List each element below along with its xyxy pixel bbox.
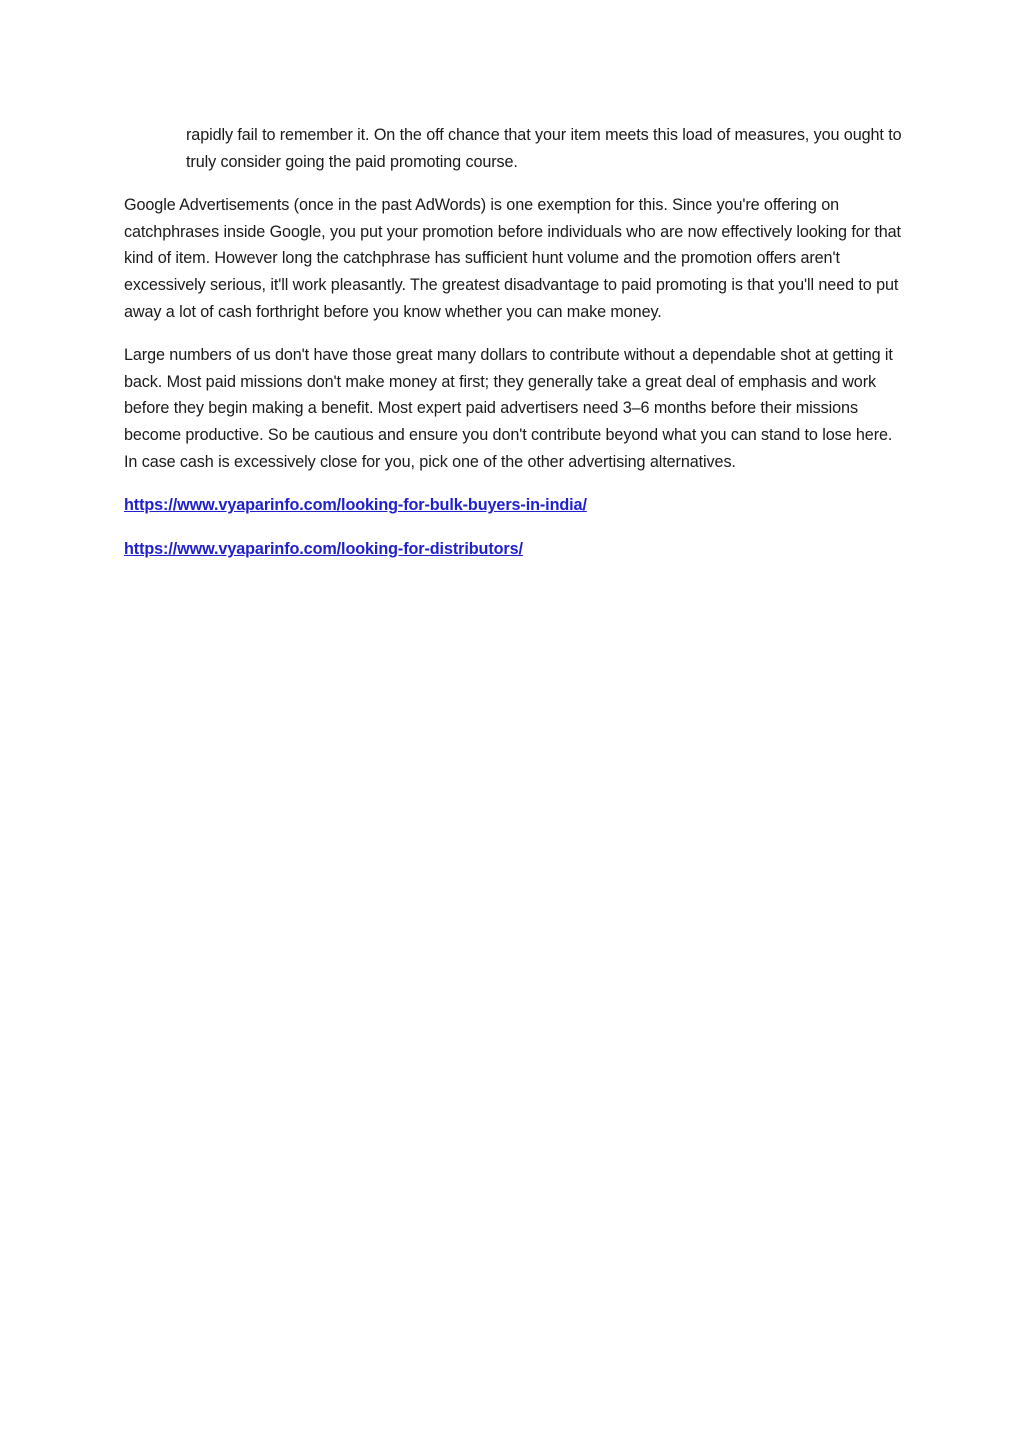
link-bulk-buyers[interactable]: https://www.vyaparinfo.com/looking-for-bulk-buyers-in-india/ — [124, 496, 587, 515]
document-body — [124, 122, 904, 579]
link-line-bulk-buyers — [124, 492, 904, 519]
link-distributors[interactable]: https://www.vyaparinfo.com/looking-for-distributors/ — [124, 539, 523, 558]
paragraph-continuation: rapidly fail to remember it. On the off chance that your item meets this load of measures, you ought to truly consider going the paid promoting course. — [186, 126, 902, 171]
paragraph-paid-missions: Large numbers of us don't have those great many dollars to contribute without a dependable shot at getting it back. Most paid missions don't make money at first; they generally take a great deal of emphasis and work before they begin making a benefit. Most expert paid advertisers need 3–6 months before their missions become productive. So be cautious and ensure you don't contribute beyond what you can stand to lose here. In case cash is excessively close for you, pick one of the other advertising alternatives. — [124, 346, 893, 471]
paragraph-google-ads: Google Advertisements (once in the past AdWords) is one exemption for this. Since you're offering on catchphrases inside Google, you put your promotion before individuals who are now effectively looking for that kind of item. However long the catchphrase has sufficient hunt volume and the promotion offers aren't excessively serious, it'll work pleasantly. The greatest disadvantage to paid promoting is that you'll need to put away a lot of cash forthright before you know whether you can make money. — [124, 196, 901, 321]
link-line-distributors — [124, 536, 904, 563]
